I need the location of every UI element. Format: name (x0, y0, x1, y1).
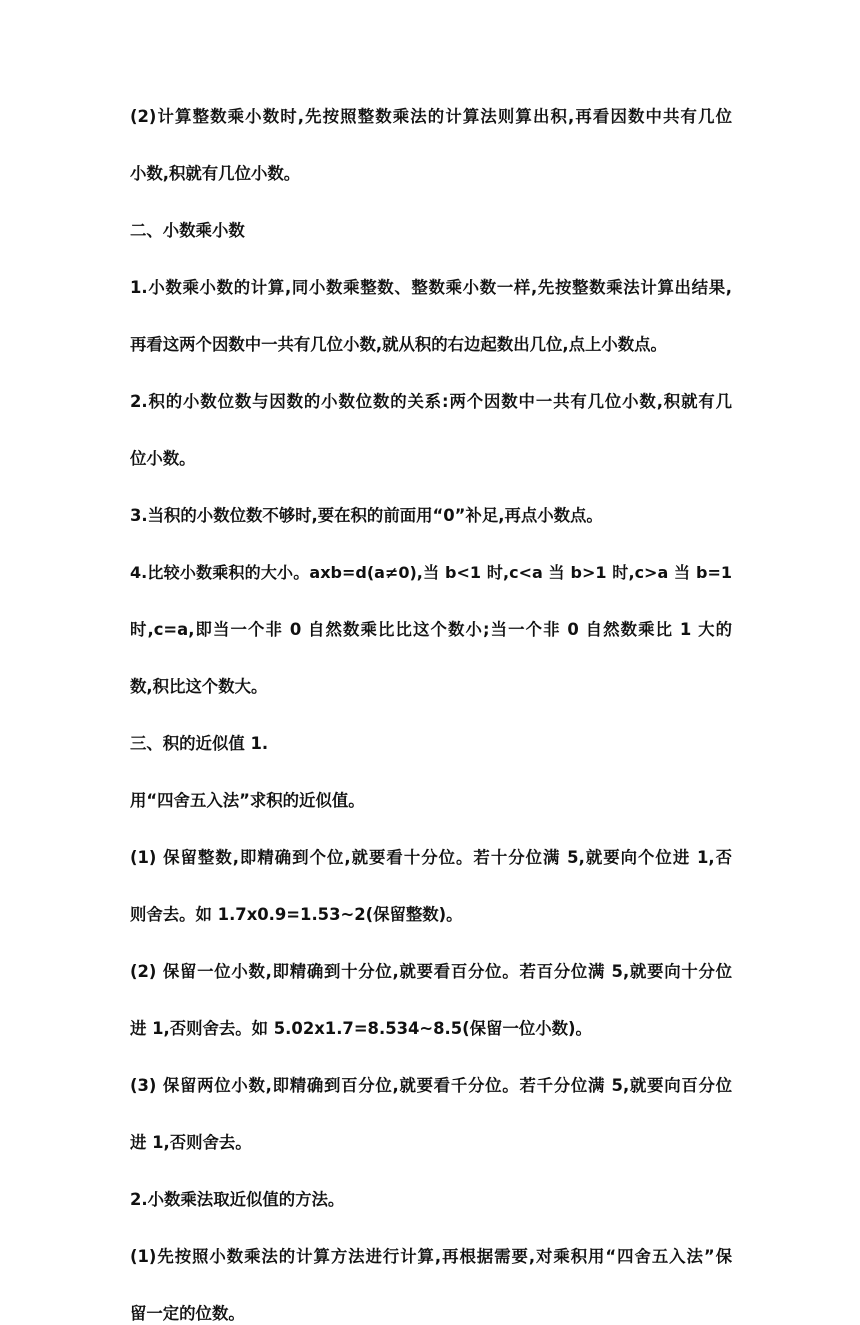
document-page (130, 106, 732, 1325)
text-line: (2)计算整数乘小数时,先按照整数乘法的计算法则算出积,再看因数中共有几位 (130, 107, 732, 126)
text-line: 2.小数乘法取近似值的方法。 (130, 1190, 345, 1209)
text-line: 3.当积的小数位数不够时,要在积的前面用“0”补足,再点小数点。 (130, 506, 603, 525)
text-line: 小数,积就有几位小数。 (130, 164, 301, 183)
text-line: (2) 保留一位小数,即精确到十分位,就要看百分位。若百分位满 5,就要向十分位 (130, 962, 732, 981)
text-line: 用“四舍五入法”求积的近似值。 (130, 791, 365, 810)
text-line: (3) 保留两位小数,即精确到百分位,就要看千分位。若千分位满 5,就要向百分位 (130, 1076, 732, 1095)
text-line: 进 1,否则舍去。 (130, 1133, 252, 1152)
text-line: 进 1,否则舍去。如 5.02x1.7=8.534~8.5(保留一位小数)。 (130, 1019, 592, 1038)
section-heading: 二、小数乘小数 (130, 221, 245, 240)
text-line: 位小数。 (130, 449, 196, 468)
text-line: (1) 保留整数,即精确到个位,就要看十分位。若十分位满 5,就要向个位进 1,否 (130, 848, 732, 867)
text-line: 时,c=a,即当一个非 0 自然数乘比比这个数小;当一个非 0 自然数乘比 1 大的 (130, 620, 732, 639)
text-line: 1.小数乘小数的计算,同小数乘整数、整数乘小数一样,先按整数乘法计算出结果, (130, 278, 732, 297)
text-line: 数,积比这个数大。 (130, 677, 268, 696)
text-line: 留一定的位数。 (130, 1304, 245, 1323)
text-line: 2.积的小数位数与因数的小数位数的关系:两个因数中一共有几位小数,积就有几 (130, 392, 732, 411)
text-line: 4.比较小数乘积的大小。axb=d(a≠0),当 b<1 时,c<a 当 b>1 时,c>a 当 b=1 (130, 563, 732, 582)
section-heading: 三、积的近似值 1. (130, 734, 269, 753)
text-line: 则舍去。如 1.7x0.9=1.53~2(保留整数)。 (130, 905, 463, 924)
text-line: (1)先按照小数乘法的计算方法进行计算,再根据需要,对乘积用“四舍五入法”保 (130, 1247, 732, 1266)
text-line: 再看这两个因数中一共有几位小数,就从积的右边起数出几位,点上小数点。 (130, 335, 667, 354)
